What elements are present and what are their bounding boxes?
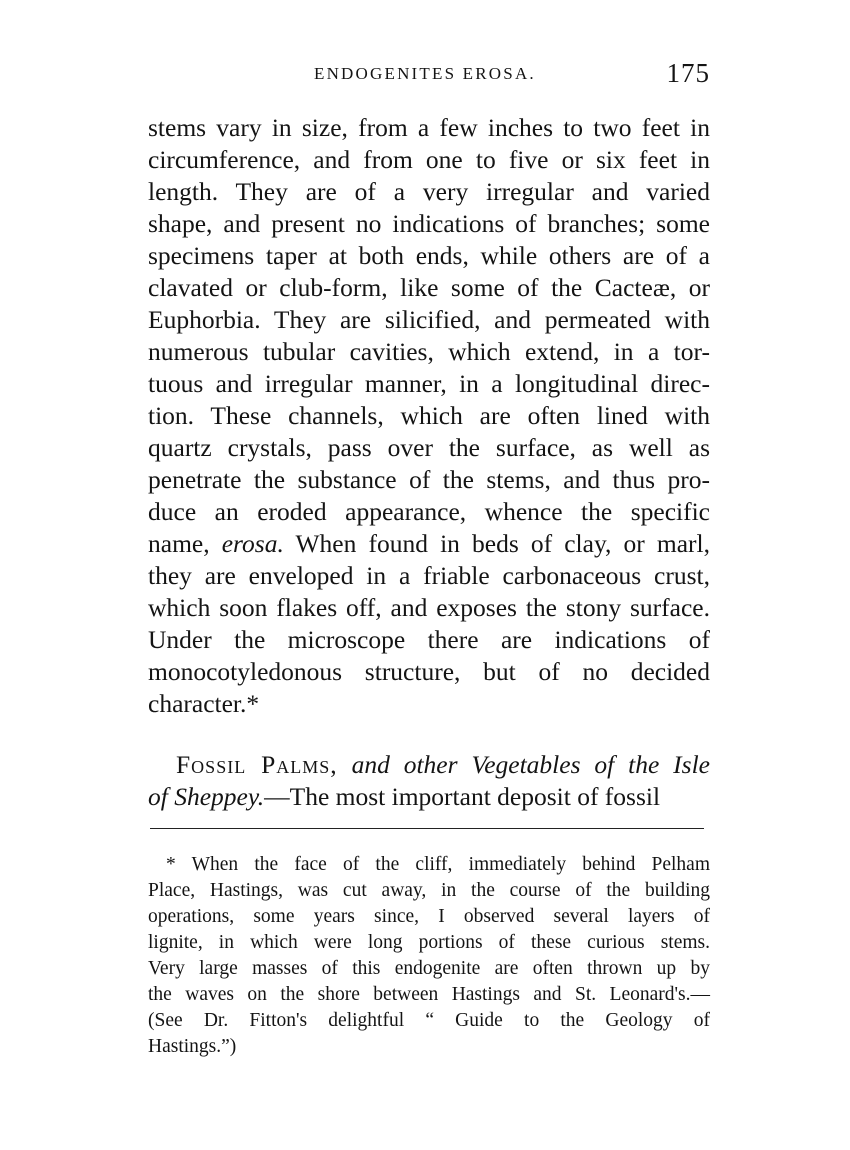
footnote-line: Very large masses of this endogenite are often thrown up by bbox=[148, 958, 710, 979]
body-line: duce an eroded appearance, whence the specific bbox=[148, 497, 710, 526]
body-line: stems vary in size, from a few inches to two feet in bbox=[148, 113, 710, 142]
page-number: 175 bbox=[666, 58, 710, 88]
footnote-line: the waves on the shore between Hastings and St. Leonard's.— bbox=[148, 984, 710, 1005]
body-line: numerous tubular cavities, which extend, in a tor- bbox=[148, 337, 710, 366]
species-name: erosa. bbox=[221, 529, 284, 558]
body-line: they are enveloped in a friable carbonaceous crust, bbox=[148, 561, 710, 590]
section-heading-line bbox=[176, 749, 710, 781]
body-line: specimens taper at both ends, while others are of a bbox=[148, 241, 710, 270]
body-line: Euphorbia. They are silicified, and permeated with bbox=[148, 305, 710, 334]
line-text: When found in beds of clay, or marl, bbox=[283, 529, 710, 558]
body-line: Under the microscope there are indications of bbox=[148, 625, 710, 654]
body-line: quartz crystals, pass over the surface, as well as bbox=[148, 433, 710, 462]
body-line: tuous and irregular manner, in a longitudinal direc- bbox=[148, 369, 710, 398]
footnote-line: lignite, in which were long portions of these curious stems. bbox=[148, 932, 710, 953]
body-line: penetrate the substance of the stems, and thus pro- bbox=[148, 465, 710, 494]
body-line bbox=[148, 781, 710, 813]
line-text: name, bbox=[148, 529, 222, 558]
footnote-line: Hastings.”) bbox=[148, 1036, 237, 1057]
body-line: length. They are of a very irregular and varied bbox=[148, 177, 710, 206]
section-heading: Fossil Palms, bbox=[176, 750, 338, 779]
body-line: monocotyledonous structure, but of no decided bbox=[148, 657, 710, 686]
footnote-line: * When the face of the cliff, immediately behind Pelham bbox=[166, 854, 710, 875]
body-line: circumference, and from one to five or six feet in bbox=[148, 145, 710, 174]
running-head bbox=[148, 58, 710, 92]
body-line bbox=[148, 528, 710, 560]
footnote-line: (See Dr. Fitton's delightful “ Guide to the Geology of bbox=[148, 1010, 710, 1031]
footnote-rule bbox=[150, 828, 704, 829]
section-heading-italic: of Sheppey. bbox=[148, 782, 265, 811]
footnote-line: Place, Hastings, was cut away, in the course of the building bbox=[148, 880, 710, 901]
body-line: shape, and present no indications of branches; some bbox=[148, 209, 710, 238]
section-heading-italic: and other Vegetables of the Isle bbox=[337, 750, 710, 779]
line-text: —The most important deposit of fossil bbox=[264, 782, 661, 811]
body-line: clavated or club-form, like some of the Cacteæ, or bbox=[148, 273, 710, 302]
running-head-title: ENDOGENITES EROSA. bbox=[314, 64, 536, 83]
body-line: character.* bbox=[148, 689, 260, 718]
body-line: tion. These channels, which are often lined with bbox=[148, 401, 710, 430]
body-line: which soon flakes off, and exposes the stony surface. bbox=[148, 593, 710, 622]
footnote-line: operations, some years since, I observed several layers of bbox=[148, 906, 710, 927]
